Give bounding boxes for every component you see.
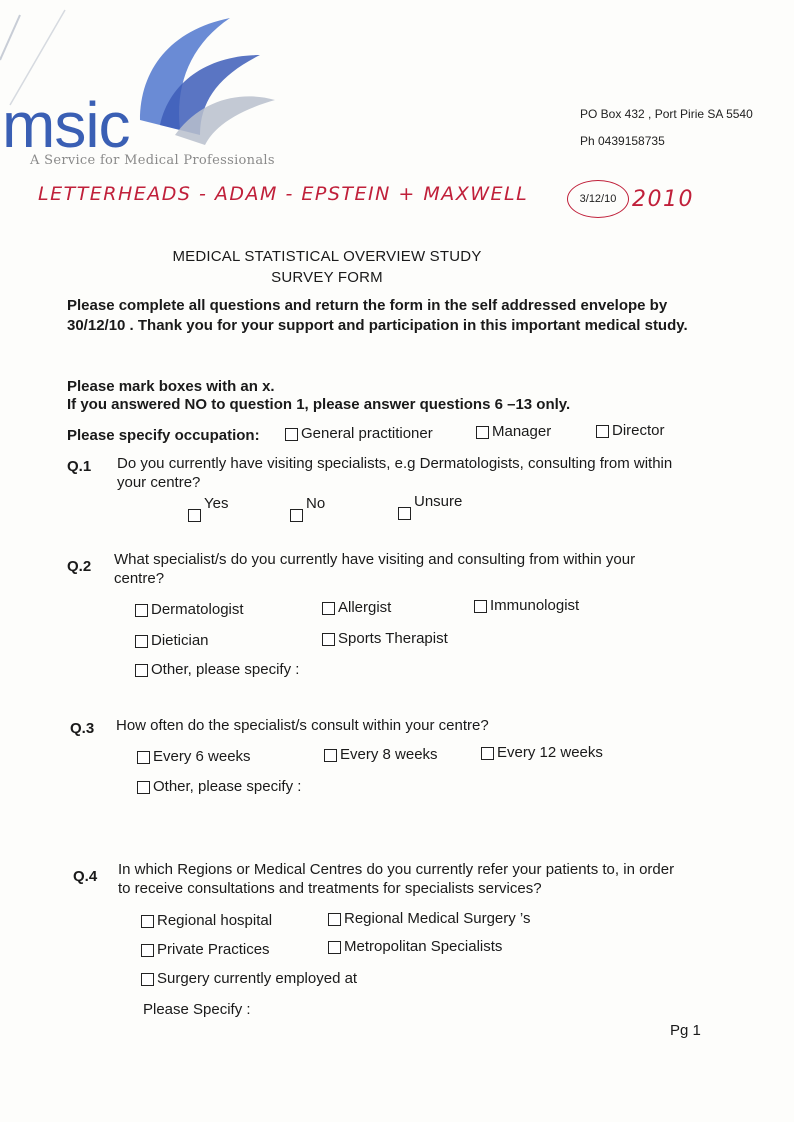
option-label: No — [306, 495, 326, 512]
checkbox[interactable] — [328, 913, 341, 926]
q2-option-allergist[interactable] — [322, 599, 391, 616]
checkbox[interactable] — [328, 941, 341, 954]
checkbox[interactable] — [476, 426, 489, 439]
q2-option-dietician[interactable] — [135, 632, 209, 649]
checkbox[interactable] — [141, 944, 154, 957]
occupation-label: Please specify occupation: — [67, 427, 260, 444]
checkbox[interactable] — [324, 749, 337, 762]
checkbox[interactable] — [398, 507, 411, 520]
option-label: Manager — [492, 423, 552, 440]
form-title: MEDICAL STATISTICAL OVERVIEW STUDY — [172, 248, 482, 265]
question-1-text: Do you currently have visiting specialists, e.g Dermatologists, consulting from within your centre? — [117, 455, 673, 491]
q4-option-metropolitan-specialists[interactable] — [328, 938, 502, 955]
address-line: PO Box 432 , Port Pirie SA 5540 — [580, 107, 753, 121]
q4-option-regional-hospital[interactable] — [141, 912, 272, 929]
q1-option-yes[interactable] — [188, 495, 228, 522]
q4-option-regional-medical-surgery[interactable] — [328, 910, 530, 927]
form-subtitle: SURVEY FORM — [271, 269, 383, 286]
q3-option-12-weeks[interactable] — [481, 744, 603, 761]
checkbox[interactable] — [135, 664, 148, 677]
occupation-manager[interactable] — [476, 423, 551, 440]
checkbox[interactable] — [135, 635, 148, 648]
q3-option-8-weeks[interactable] — [324, 746, 438, 763]
question-1-number: Q.1 — [67, 458, 92, 475]
checkbox[interactable] — [285, 428, 298, 441]
phone-line: Ph 0439158735 — [580, 134, 665, 148]
checkbox[interactable] — [596, 425, 609, 438]
occupation-gp[interactable] — [285, 425, 433, 442]
option-label: Regional hospital — [157, 912, 273, 929]
q1-option-no[interactable] — [290, 495, 325, 522]
option-label: Every 6 weeks — [153, 748, 251, 765]
option-label: Immunologist — [490, 597, 580, 614]
option-label: Allergist — [338, 599, 392, 616]
handwritten-note: LETTERHEADS - ADAM - EPSTEIN + MAXWELL — [38, 183, 529, 205]
instruction-line-1: Please mark boxes with an x. — [67, 378, 275, 395]
page-number: Pg 1 — [670, 1022, 701, 1039]
date-stamp — [567, 180, 629, 218]
logo-tagline: A Service for Medical Professionals — [30, 153, 275, 168]
q2-option-sports-therapist[interactable] — [322, 630, 448, 647]
checkbox[interactable] — [481, 747, 494, 760]
checkbox[interactable] — [135, 604, 148, 617]
q1-option-unsure[interactable] — [398, 493, 462, 520]
q3-option-other[interactable] — [137, 778, 301, 795]
q2-option-immunologist[interactable] — [474, 597, 579, 614]
option-label: Yes — [204, 495, 229, 512]
checkbox[interactable] — [137, 751, 150, 764]
option-label: Sports Therapist — [338, 630, 448, 647]
checkbox[interactable] — [322, 602, 335, 615]
q4-option-surgery-employed[interactable] — [141, 970, 357, 987]
option-label: Every 12 weeks — [497, 744, 603, 761]
option-label: Dietician — [151, 632, 209, 649]
option-label: Every 8 weeks — [340, 746, 438, 763]
checkbox[interactable] — [188, 509, 201, 522]
option-label: Metropolitan Specialists — [344, 938, 503, 955]
checkbox[interactable] — [290, 509, 303, 522]
occupation-director[interactable] — [596, 422, 665, 439]
question-2-number: Q.2 — [67, 558, 92, 575]
question-3-text: How often do the specialist/s consult within your centre? — [116, 717, 489, 734]
option-label: Director — [612, 422, 665, 439]
checkbox[interactable] — [141, 915, 154, 928]
q3-option-6-weeks[interactable] — [137, 748, 251, 765]
option-label: Unsure — [414, 493, 463, 510]
checkbox[interactable] — [141, 973, 154, 986]
intro-line-2: 30/12/10 . Thank you for your support and participation in this important medical study. — [67, 317, 688, 334]
option-label: General practitioner — [301, 425, 433, 442]
option-label: Surgery currently employed at — [157, 970, 358, 987]
question-2-text: What specialist/s do you currently have visiting and consulting from within your centre? — [114, 551, 636, 587]
question-4-text: In which Regions or Medical Centres do you currently refer your patients to, in order to receive consultations and treatments for specialists services? — [118, 861, 675, 897]
checkbox[interactable] — [474, 600, 487, 613]
date-stamp-text: 3/12/10 — [579, 193, 617, 205]
handwritten-year: 2010 — [632, 187, 694, 212]
question-4-number: Q.4 — [73, 868, 98, 885]
logo-wordmark: msic — [2, 89, 130, 161]
q4-option-private-practices[interactable] — [141, 941, 270, 958]
option-label: Dermatologist — [151, 601, 244, 618]
checkbox[interactable] — [322, 633, 335, 646]
intro-line-1: Please complete all questions and return the form in the self addressed envelope by — [67, 297, 668, 314]
q2-option-other[interactable] — [135, 661, 299, 678]
question-3-number: Q.3 — [70, 720, 95, 737]
option-label: Private Practices — [157, 941, 270, 958]
option-label: Regional Medical Surgery ’s — [344, 910, 531, 927]
instruction-line-2: If you answered NO to question 1, please answer questions 6 –13 only. — [67, 396, 571, 413]
q2-option-dermatologist[interactable] — [135, 601, 244, 618]
checkbox[interactable] — [137, 781, 150, 794]
option-label: Other, please specify : — [151, 661, 300, 678]
option-label: Other, please specify : — [153, 778, 302, 795]
q4-specify-label: Please Specify : — [143, 1001, 251, 1018]
